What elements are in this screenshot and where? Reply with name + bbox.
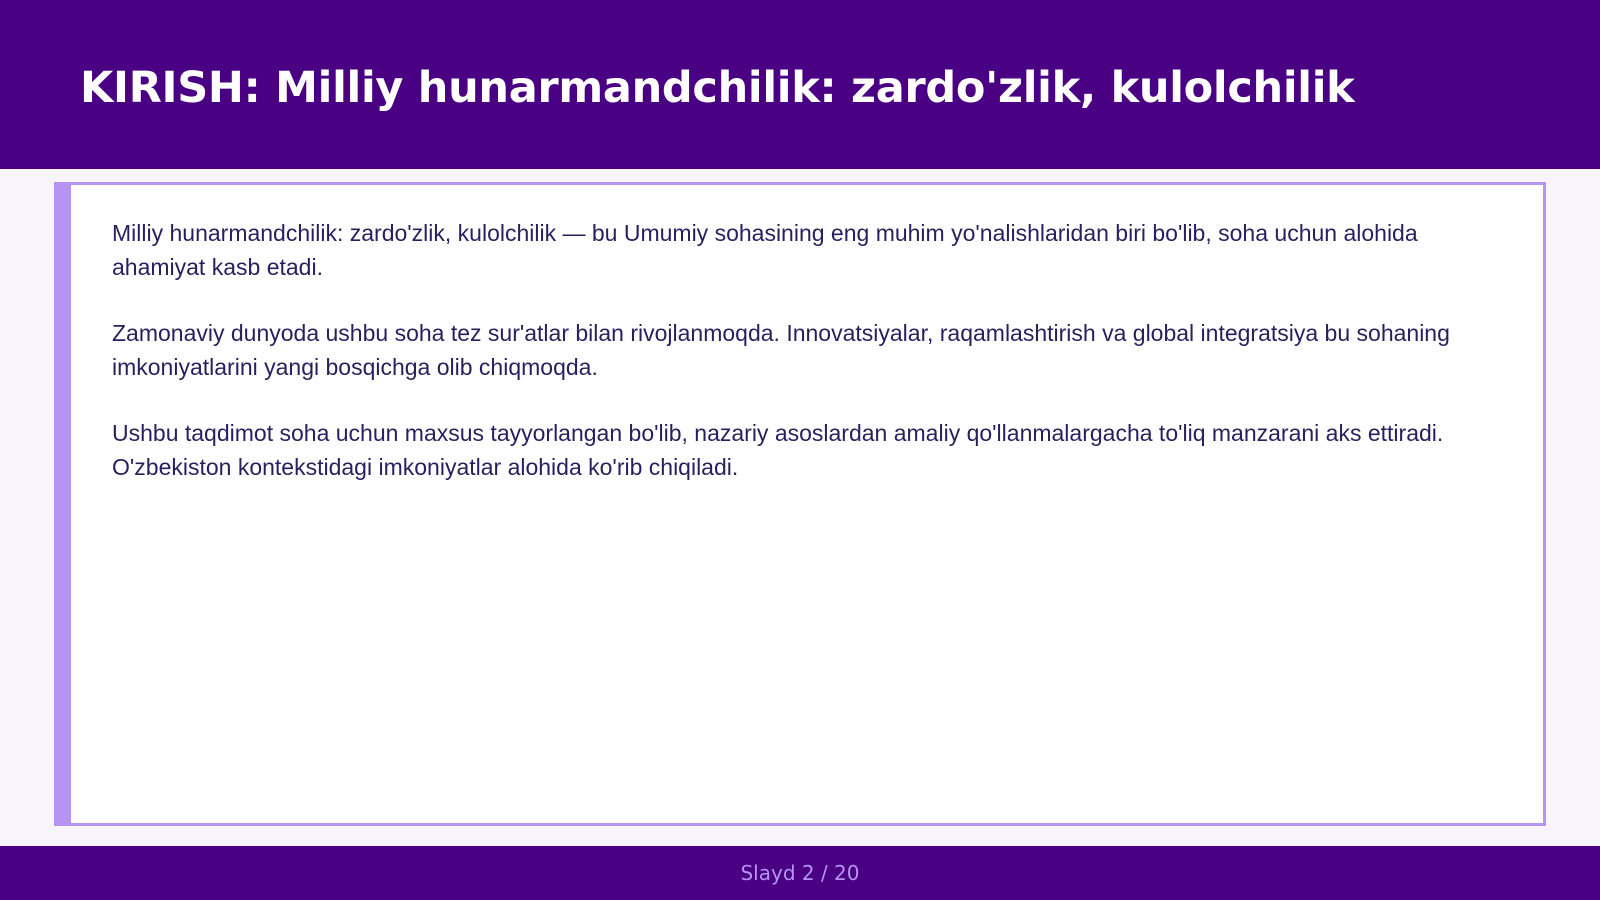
- paragraph-intro: Milliy hunarmandchilik: zardo'zlik, kulolchilik — bu Umumiy sohasining eng muhim yo'nalishlaridan biri bo'lib, soha uchun alohida ahamiyat kasb etadi.: [112, 220, 1418, 280]
- slide-number: Slayd 2 / 20: [740, 861, 860, 885]
- slide-header: [0, 0, 1600, 169]
- paragraph-modern-world: Zamonaviy dunyoda ushbu soha tez sur'atlar bilan rivojlanmoqda. Innovatsiyalar, raqamlashtirish va global integratsiya bu sohaning imkoniyatlarini yangi bosqichga olib chiqmoqda.: [112, 320, 1450, 380]
- slide-title: KIRISH: Milliy hunarmandchilik: zardo'zlik, kulolchilik: [80, 63, 1355, 113]
- slide-footer: [0, 846, 1600, 900]
- content-card: [54, 182, 1546, 826]
- paragraph-presentation-scope: Ushbu taqdimot soha uchun maxsus tayyorlangan bo'lib, nazariy asoslardan amaliy qo'llanmalargacha to'liq manzarani aks ettiradi. O'zbekiston kontekstidagi imkoniyatlar alohida ko'rib chiqiladi.: [112, 420, 1444, 480]
